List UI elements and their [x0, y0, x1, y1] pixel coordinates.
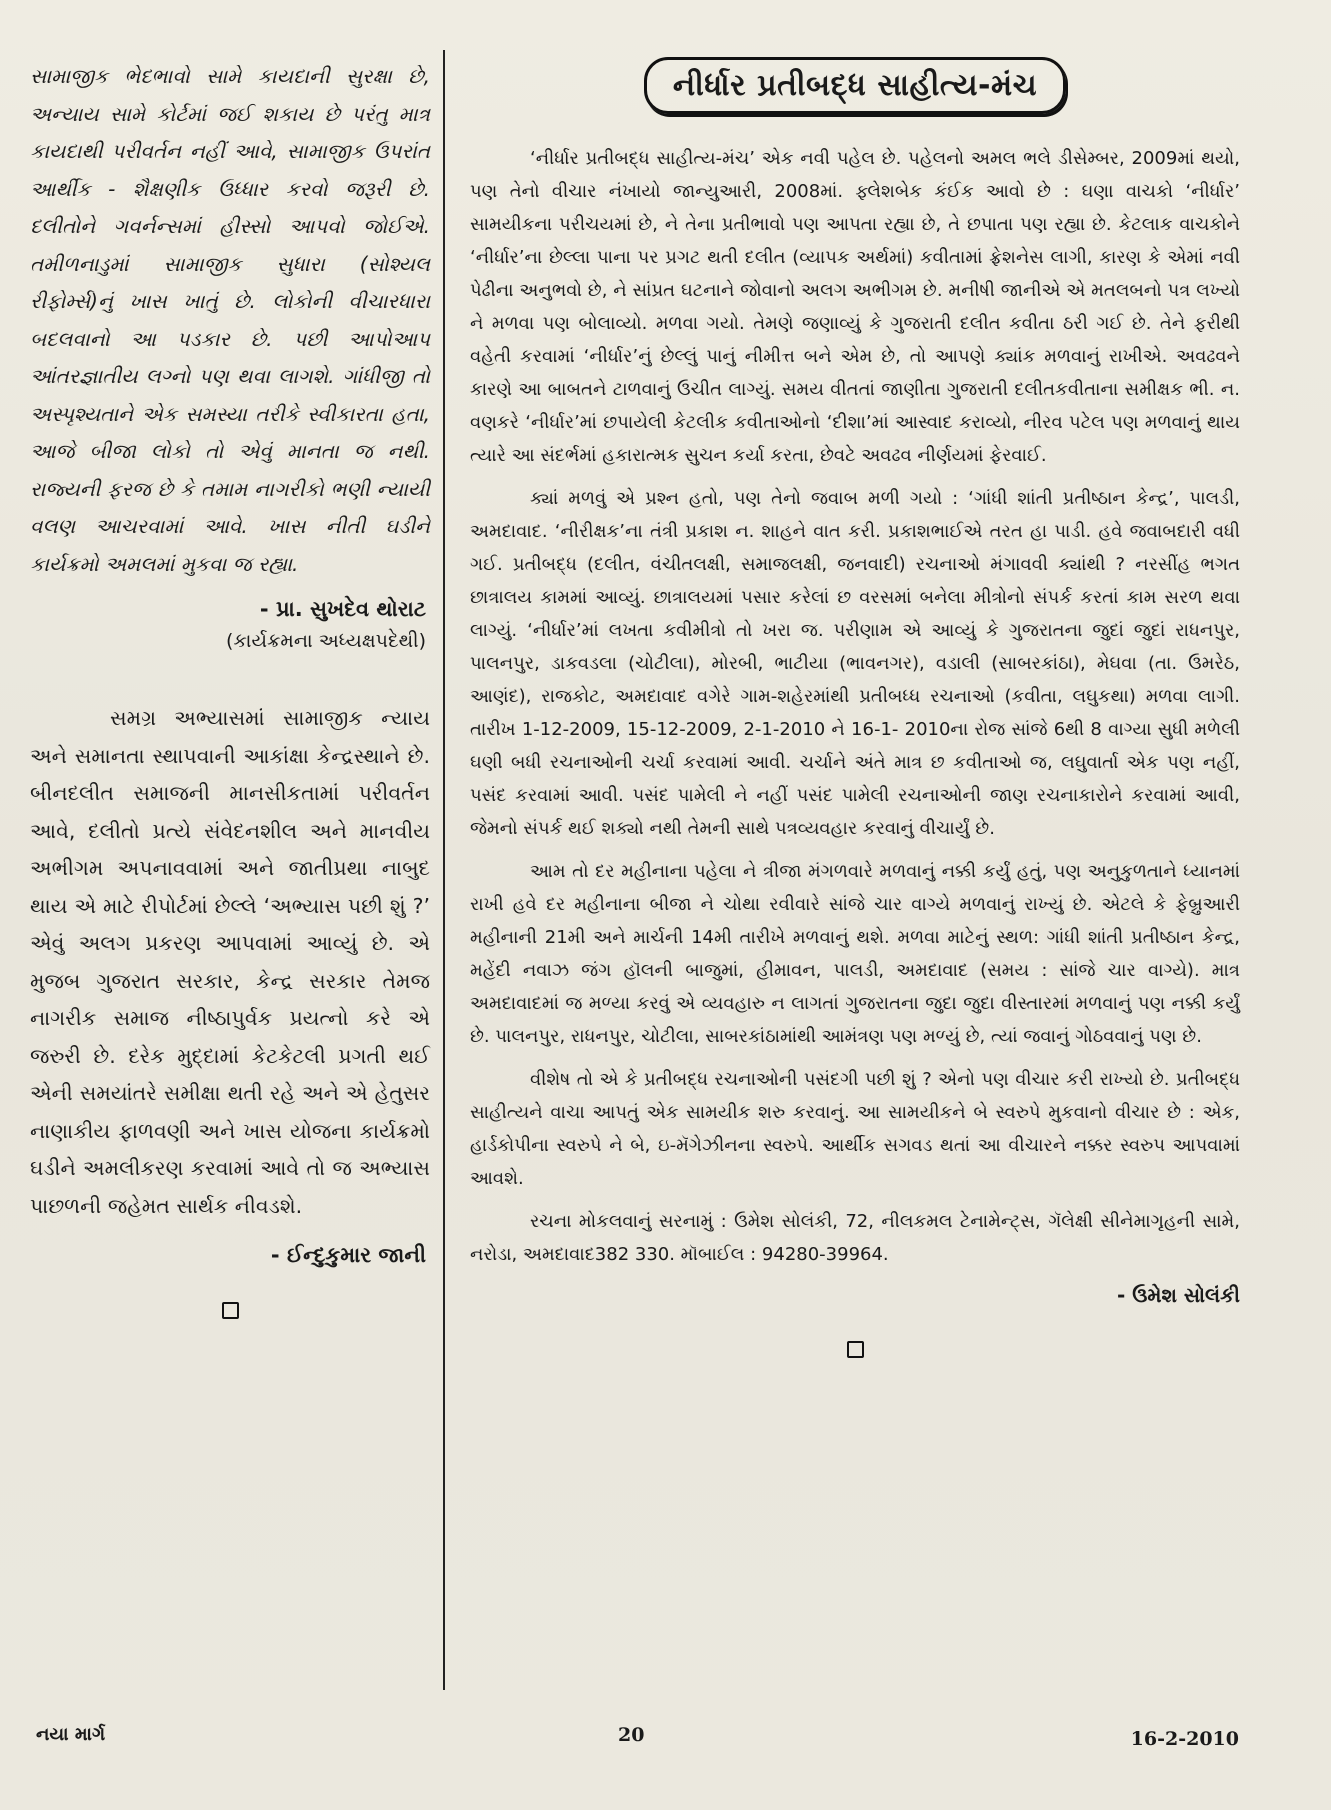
article-title-wrap	[470, 57, 1240, 114]
article-title: નીર્ધાર પ્રતીબદ્ધ સાહીત્ય-મંચ	[644, 57, 1066, 114]
quote-author: - પ્રા. સુખદેવ થોરાટ	[259, 597, 426, 621]
article-paragraph: આમ તો દર મહીનાના પહેલા ને ત્રીજા મંગળવારે મળવાનું નક્કી કર્યું હતું, પણ અનુકુળતાને ધ્યાનમાં રાખી હવે દર મહીનાના બીજા ને ચોથા રવીવારે સાંજે ચાર વાગ્યે મળવાનું રાખ્યું છે. એટલે કે ફેબ્રુઆરી મહીનાની 21મી અને માર્ચની 14મી તારીખે મળવાનું થશે. મળવા માટેનું સ્થળ: ગાંધી શાંતી પ્રતીષ્ઠાન કેન્દ્ર, મહેંદી નવાઝ જંગ હૉલની બાજુમાં, હીમાવન, પાલડી, અમદાવાદ (સમય : સાંજે ચાર વાગ્યે). માત્ર અમદાવાદમાં જ મળ્યા કરવું એ વ્યવહારુ ન લાગતાં ગુજરાતના જુદા જુદા વીસ્તારમાં મળવાનું પણ નક્કી કર્યું છે. પાલનપુર, રાધનપુર, ચોટીલા, સાબરકાંઠામાંથી આમંત્રણ પણ મળ્યું છે, ત્યાં જવાનું ગોઠવવાનું પણ છે.	[470, 861, 1240, 1047]
publication-name: નયા માર્ગ	[36, 1724, 106, 1745]
quote-author-role: (કાર્યક્રમના અધ્યક્ષપદેથી)	[225, 630, 426, 652]
issue-date: 16-2-2010	[1130, 1728, 1239, 1750]
left-paragraph-author: - ઈન્દુકુમાર જાની	[270, 1243, 426, 1267]
article-paragraph: ‘નીર્ધાર પ્રતીબદ્ધ સાહીત્ય-મંચ’ એક નવી પહેલ છે. પહેલનો અમલ ભલે ડીસેમ્બર, 2009માં થયો, પણ તેનો વીચાર નંખાયો જાન્યુઆરી, 2008માં. ફ્લેશબેક કંઈક આવો છે : ઘણા વાચકો ‘નીર્ધાર’ સામયીકના પરીચયમાં છે, ને તેના પ્રતીભાવો પણ આપતા રહ્યા છે, તે છપાતા પણ રહ્યા છે. કેટલાક વાચકોને ‘નીર્ધાર’ના છેલ્લા પાના પર પ્રગટ થતી દલીત (વ્યાપક અર્થમાં) કવીતામાં ફ્રેશનેસ લાગી, કારણ કે એમાં નવી પેઢીના અનુભવો છે, ને સાંપ્રત ઘટનાને જોવાનો અલગ અભીગમ છે. મનીષી જાનીએ એ મતલબનો પત્ર લખ્યો ને મળવા પણ બોલાવ્યો. મળવા ગયો. તેમણે જણાવ્યું કે ગુજરાતી દલીત કવીતા ઠરી ગઈ છે. તેને ફરીથી વહેતી કરવામાં ‘નીર્ધાર’નું છેલ્લું પાનું નીમીત્ત બને એમ છે, તો આપણે ક્યાંક મળવાનું રાખીએ. અવઢવને કારણે આ બાબતને ટાળવાનું ઉચીત લાગ્યું. સમય વીતતાં જાણીતા ગુજરાતી દલીતકવીતાના સમીક્ષક ભી. ન. વણકરે ‘નીર્ધાર’માં છપાયેલી કેટલીક કવીતાઓનો ‘દીશા’માં આસ્વાદ કરાવ્યો, નીરવ પટેલ પણ મળવાનું થાય ત્યારે આ સંદર્ભમાં હકારાત્મક સુચન કર્યા કરતા, છેવટે અવઢવ નીર્ણયમાં ફેરવાઈ.	[470, 148, 1240, 466]
article-paragraph: રચના મોકલવાનું સરનામું : ઉમેશ સોલંકી, 72, નીલકમલ ટેનામેન્ટ્સ, ગૅલેક્ષી સીનેમાગૃહની સામે, નરોડા, અમદાવાદ382 330. મૉબાઈલ : 94280-39964.	[470, 1211, 1240, 1265]
page-number: 20	[618, 1724, 645, 1746]
end-mark-icon	[847, 1341, 864, 1358]
article-paragraph: વીશેષ તો એ કે પ્રતીબદ્ધ રચનાઓની પસંદગી પછી શું ? એનો પણ વીચાર કરી રાખ્યો છે. પ્રતીબદ્ધ સાહીત્યને વાચા આપતું એક સામયીક શરુ કરવાનું. આ સામયીકને બે સ્વરુપે મુકવાનો વીચાર છે : એક, હાર્ડકોપીના સ્વરુપે ને બે, ઇ-મૅગેઝીનના સ્વરુપે. આર્થીક સગવડ થતાં આ વીચારને નક્કર સ્વરુપ આપવામાં આવશે.	[470, 1069, 1240, 1189]
left-column	[30, 58, 430, 1319]
page-footer	[0, 1724, 1331, 1764]
quote-text: સામાજીક ભેદભાવો સામે કાયદાની સુરક્ષા છે, અન્યાય સામે કોર્ટમાં જઈ શકાય છે પરંતુ માત્ર કાયદાથી પરીવર્તન નહીં આવે, સામાજીક ઉપરાંત આર્થીક - શૈક્ષણીક ઉધ્ધાર કરવો જરૂરી છે. દલીતોને ગવર્નન્સમાં હીસ્સો આપવો જોઈએ. તમીળનાડુમાં સામાજીક સુધારા (સોશ્યલ રીફોર્મ્સ)નું ખાસ ખાતું છે. લોકોની વીચારધારા બદલવાનો આ પડકાર છે. પછી આપોઆપ આંતરજ્ઞાતીય લગ્નો પણ થવા લાગશે. ગાંધીજી તો અસ્પૃશ્યતાને એક સમસ્યા તરીકે સ્વીકારતા હતા, આજે બીજા લોકો તો એવું માનતા જ નથી. રાજ્યની ફરજ છે કે તમામ નાગરીકો ભણી ન્યાયી વલણ આચરવામાં આવે. ખાસ નીતી ઘડીને કાર્યક્રમો અમલમાં મુકવા જ રહ્યા.	[30, 64, 430, 576]
column-divider	[443, 50, 445, 1690]
article-paragraph: ક્યાં મળવું એ પ્રશ્ન હતો, પણ તેનો જવાબ મળી ગયો : ‘ગાંધી શાંતી પ્રતીષ્ઠાન કેન્દ્ર’, પાલડી, અમદાવાદ. ‘નીરીક્ષક’ના તંત્રી પ્રકાશ ન. શાહને વાત કરી. પ્રકાશભાઈએ તરત હા પાડી. હવે જવાબદારી વધી ગઈ. પ્રતીબદ્ધ (દલીત, વંચીતલક્ષી, સમાજલક્ષી, જનવાદી) રચનાઓ મંગાવવી ક્યાંથી ? નરસીંહ ભગત છાત્રાલય કામમાં આવ્યું. છાત્રાલયમાં પસાર કરેલાં છ વરસમાં બનેલા મીત્રોનો સંપર્ક કરતાં કામ સરળ થવા લાગ્યું. ‘નીર્ધાર’માં લખતા કવીમીત્રો તો ખરા જ. પરીણામ એ આવ્યું કે ગુજરાતના જુદાં જુદાં રાધનપુર, પાલનપુર, ડાકવડલા (ચોટીલા), મોરબી, ભાટીયા (ભાવનગર), વડાલી (સાબરકાંઠા), મેઘવા (તા. ઉમરેઠ, આણંદ), રાજકોટ, અમદાવાદ વગેરે ગામ-શહેરમાંથી પ્રતીબધ્ધ રચનાઓ (કવીતા, લઘુકથા) મળવા લાગી. તારીખ 1-12-2009, 15-12-2009, 2-1-2010 ને 16-1- 2010ના રોજ સાંજે 6થી 8 વાગ્યા સુધી મળેલી ઘણી બધી રચનાઓની ચર્ચા કરવામાં આવી. ચર્ચાને અંતે માત્ર છ કવીતાઓ જ, લઘુવાર્તા એક પણ નહીં, પસંદ કરવામાં આવી. પસંદ પામેલી ને નહીં પસંદ પામેલી રચનાઓની જાણ રચનાકારોને કરવામાં આવી, જેમનો સંપર્ક થઈ શક્યો નથી તેમની સાથે પત્રવ્યવહાર કરવાનું વીચાર્યું છે.	[470, 488, 1240, 839]
left-paragraph: સમગ્ર અભ્યાસમાં સામાજીક ન્યાય અને સમાનતા સ્થાપવાની આકાંક્ષા કેન્દ્રસ્થાને છે. બીનદલીત સમાજની માનસીકતામાં પરીવર્તન આવે, દલીતો પ્રત્યે સંવેદનશીલ અને માનવીય અભીગમ અપનાવવામાં અને જાતીપ્રથા નાબુદ થાય એ માટે રીપોર્ટમાં છેલ્લે ‘અભ્યાસ પછી શું ?’ એવું અલગ પ્રકરણ આપવામાં આવ્યું છે. એ મુજબ ગુજરાત સરકાર, કેન્દ્ર સરકાર તેમજ નાગરીક સમાજ નીષ્ઠાપુર્વક પ્રયત્નો કરે એ જરુરી છે. દરેક મુદ્દામાં કેટકેટલી પ્રગતી થઈ એની સમયાંતરે સમીક્ષા થતી રહે અને એ હેતુસર નાણાકીય ફાળવણી અને ખાસ યોજના કાર્યક્રમો ઘડીને અમલીકરણ કરવામાં આવે તો જ અભ્યાસ પાછળની જહેમત સાર્થક નીવડશે.	[30, 706, 430, 1218]
article-author: - ઉમેશ સોલંકી	[1116, 1283, 1240, 1307]
end-mark-icon	[222, 1302, 239, 1319]
right-column	[470, 55, 1240, 1358]
